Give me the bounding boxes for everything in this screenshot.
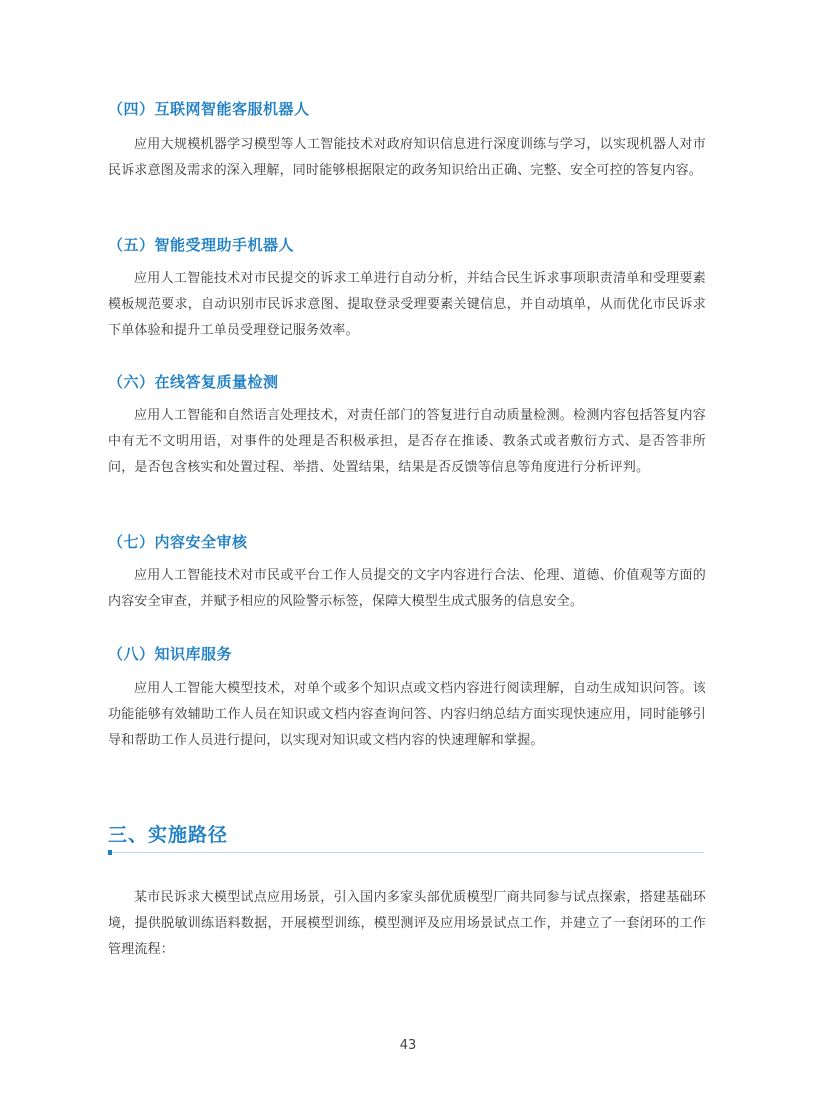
section-heading-7: （七）内容安全审核 (108, 533, 248, 551)
chapter-title: 三、实施路径 (108, 824, 229, 846)
chapter-title-rule-accent (108, 850, 112, 855)
section-heading-6: （六）在线答复质量检测 (108, 373, 279, 391)
section-body-8: 应用人工智能大模型技术，对单个或多个知识点或文档内容进行阅读理解，自动生成知识问答。该功能能够有效辅助工作人员在知识或文档内容查询问答、内容归纳总结方面实现快速应用，同时能够引导和帮助工作人员进行提问，以实现对知识或文档内容的快速理解和掌握。 (108, 681, 706, 748)
section-heading-4: （四）互联网智能客服机器人 (108, 100, 310, 118)
section-heading-5: （五）智能受理助手机器人 (108, 236, 295, 254)
section-body-5: 应用人工智能技术对市民提交的诉求工单进行自动分析，并结合民生诉求事项职责清单和受理要素模板规范要求，自动识别市民诉求意图、提取登录受理要素关键信息，并自动填单，从而优化市民诉求下单体验和提升工单员受理登记服务效率。 (108, 271, 706, 338)
chapter-intro-body: 某市民诉求大模型试点应用场景，引入国内多家头部优质模型厂商共同参与试点探索，搭建基础环境，提供脱敏训练语料数据，开展模型训练，模型测评及应用场景试点工作，并建立了一套闭环的工作管理流程： (108, 890, 706, 957)
chapter-title-rule (108, 852, 704, 853)
section-body-4: 应用大规模机器学习模型等人工智能技术对政府知识信息进行深度训练与学习，以实现机器人对市民诉求意图及需求的深入理解，同时能够根据限定的政务知识给出正确、完整、安全可控的答复内容。 (108, 137, 706, 178)
section-body-7: 应用人工智能技术对市民或平台工作人员提交的文字内容进行合法、伦理、道德、价值观等方面的内容安全审查，并赋予相应的风险警示标签，保障大模型生成式服务的信息安全。 (108, 568, 706, 609)
section-heading-8: （八）知识库服务 (108, 645, 233, 663)
section-body-6: 应用人工智能和自然语言处理技术，对责任部门的答复进行自动质量检测。检测内容包括答复内容中有无不文明用语，对事件的处理是否积极承担，是否存在推诿、教条式或者敷衍方式、是否答非所问，是否包含核实和处置过程、举措、处置结果，结果是否反馈等信息等角度进行分析评判。 (108, 408, 706, 475)
page-number: 43 (399, 1038, 417, 1053)
